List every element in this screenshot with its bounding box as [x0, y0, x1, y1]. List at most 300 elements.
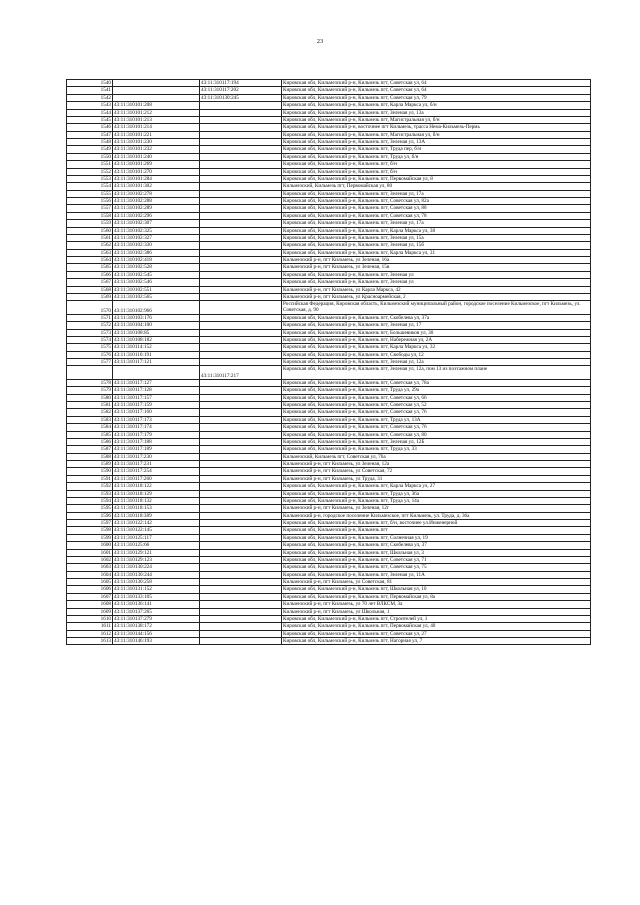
address-cell: Кировская обл, Кильмезский р-н, Кильмезь пгт, Труда пер, б/н: [282, 146, 591, 153]
cadastral-number-cell: 43:11:310118:122: [113, 483, 200, 490]
address-cell: Кировская обл, Кильмезский р-н, Кильмезь пгт, Советская ул, 88: [282, 205, 591, 212]
cadastral-number-cell: [113, 80, 200, 87]
cadastral-number-cell: 43:11:310101:221: [113, 131, 200, 138]
cadastral-number-cell: 43:11:310137:279: [113, 615, 200, 622]
cadastral-number-cell: 43:11:310102:386: [113, 249, 200, 256]
parent-cadastral-number-cell: [200, 571, 282, 578]
row-number-cell: [67, 366, 113, 380]
table-row: [67, 286, 591, 293]
address-cell: Кировская обл, Кильмезский р-н, Кильмезь пгт, Зеленая ул, 12а: [282, 359, 591, 366]
parent-cadastral-number-cell: [200, 556, 282, 563]
parent-cadastral-number-cell: [200, 286, 282, 293]
table-row: [67, 94, 591, 101]
parent-cadastral-number-cell: [200, 630, 282, 637]
address-cell: Кировская обл, Кильмезский р-н, Кильмезь пгт, Школьная ул, 3: [282, 549, 591, 556]
table-row: [67, 542, 591, 549]
row-number-cell: 1548: [67, 139, 113, 146]
address-cell: Кировская обл, Кильмезский р-н, Кильмезь пгт, Советская ул, 79: [282, 94, 591, 101]
cadastral-number-cell: 43:11:310117:159: [113, 402, 200, 409]
row-number-cell: 1549: [67, 146, 113, 153]
cadastral-number-cell: 43:11:310118:153: [113, 505, 200, 512]
address-cell: Кировская обл, Кильмезский р-н, Кильмезь пгт, Зеленая ул, 17а: [282, 220, 591, 227]
row-number-cell: 1542: [67, 94, 113, 101]
parent-cadastral-number-cell: [200, 198, 282, 205]
parent-cadastral-number-cell: [200, 424, 282, 431]
address-cell: Кировская обл, Кильмезский р-н, Кильмезь пгт, Труда ул, 14а: [282, 497, 591, 504]
row-number-cell: 1569: [67, 293, 113, 300]
table-row: [67, 379, 591, 386]
row-number-cell: 1568: [67, 286, 113, 293]
parent-cadastral-number-cell: 43:11:310130:245: [200, 94, 282, 101]
address-cell: Кильмезский р-н, пгт Кильмезь, ул Советская, 81: [282, 579, 591, 586]
address-cell: Кировская обл, Кильмезский р-н, Кильмезь пгт, Советская ул, 80: [282, 431, 591, 438]
parent-cadastral-number-cell: [200, 534, 282, 541]
parent-cadastral-number-cell: [200, 264, 282, 271]
parent-cadastral-number-cell: 43:11:310117:217: [200, 366, 282, 380]
table-row: [67, 146, 591, 153]
table-row: [67, 394, 591, 401]
parent-cadastral-number-cell: [200, 227, 282, 234]
table-row: [67, 483, 591, 490]
row-number-cell: 1610: [67, 615, 113, 622]
cadastral-number-cell: 43:11:310108:85: [113, 329, 200, 336]
address-cell: Кировская обл, Кильмезский р-н, восточнее пгт Кильмезь, трасса Нема-Кильмезь-Пермь: [282, 124, 591, 131]
address-cell: Кировская обл, Кильмезский р-н, Кильмезь пгт, Зеленая ул, 13А: [282, 139, 591, 146]
row-number-cell: 1596: [67, 512, 113, 519]
address-cell: Кировская обл, Кильмезский р-н, Кильмезь пгт, Школьная ул, 10: [282, 586, 591, 593]
address-cell: Кировская обл, Кильмезский р-н, Кильмезь пгт, Зеленая ул, 12Б: [282, 438, 591, 445]
cadastral-number-cell: 43:11:310101:208: [113, 102, 200, 109]
table-row: [67, 124, 591, 131]
row-number-cell: 1576: [67, 351, 113, 358]
table-row: [67, 556, 591, 563]
table-row: [67, 359, 591, 366]
table-row: [67, 322, 591, 329]
row-number-cell: 1547: [67, 131, 113, 138]
address-cell: Кировская обл, Кильмезский р-н, Кильмезь пгт, Зеленая ул: [282, 279, 591, 286]
cadastral-number-cell: 43:11:310114:152: [113, 344, 200, 351]
parent-cadastral-number-cell: [200, 483, 282, 490]
address-cell: Кировская обл, Кильмезский р-н, Кильмезь пгт, Советская ул, 76: [282, 424, 591, 431]
row-number-cell: 1544: [67, 109, 113, 116]
cadastral-number-cell: 43:11:310101:213: [113, 116, 200, 123]
parent-cadastral-number-cell: [200, 402, 282, 409]
table-row: [67, 579, 591, 586]
cadastral-number-cell: 43:11:310117:173: [113, 416, 200, 423]
table-row: [67, 80, 591, 87]
cadastral-number-cell: 43:11:310102:418: [113, 257, 200, 264]
address-cell: Кильмезский р-н, пгт Кильмезь, ул 70 лет ВЛКСМ, 3а: [282, 601, 591, 608]
address-cell: Кировская обл, Кильмезский р-н, Кильмезь пгт, Карла Маркса ул, 27: [282, 483, 591, 490]
row-number-cell: 1613: [67, 638, 113, 645]
row-number-cell: 1567: [67, 279, 113, 286]
row-number-cell: 1588: [67, 453, 113, 460]
address-cell: Кировская обл, Кильмезский р-н, Кильмезь пгт, Карла Маркса ул, 38: [282, 227, 591, 234]
parent-cadastral-number-cell: [200, 638, 282, 645]
address-cell: Кировская обл, Кильмезский р-н, Кильмезь пгт, Советская ул, 78а: [282, 379, 591, 386]
address-cell: Кировская обл, Кильмезский р-н, Кильмезь пгт, Первомайская ул, 8: [282, 175, 591, 182]
table-row: [67, 205, 591, 212]
cadastral-number-cell: 43:11:310130:244: [113, 571, 200, 578]
address-cell: Кировская обл, Кильмезский р-н, Кильмезь пгт, Первомайская ул, 8а: [282, 593, 591, 600]
cadastral-number-cell: 43:11:310146:193: [113, 638, 200, 645]
row-number-cell: 1563: [67, 249, 113, 256]
cadastral-number-cell: 43:11:310117:254: [113, 468, 200, 475]
parent-cadastral-number-cell: [200, 416, 282, 423]
address-cell: Кировская обл, Кильмезский р-н, Кильмезь пгт, Советская ул, 82а: [282, 198, 591, 205]
address-cell: Кировская обл, Кильмезский р-н, Кильмезь пгт, Труда ул, 13А: [282, 416, 591, 423]
parent-cadastral-number-cell: [200, 512, 282, 519]
cadastral-number-cell: 43:11:310136:141: [113, 601, 200, 608]
parent-cadastral-number-cell: [200, 431, 282, 438]
parent-cadastral-number-cell: [200, 329, 282, 336]
row-number-cell: 1607: [67, 593, 113, 600]
table-row: [67, 227, 591, 234]
cadastral-number-cell: 43:11:310102:296: [113, 212, 200, 219]
cadastral-number-cell: 43:11:310117:127: [113, 379, 200, 386]
address-cell: Кировская обл, Кильмезский р-н, Кильмезь пгт, Скобелева ул, 37а: [282, 314, 591, 321]
table-row: [67, 446, 591, 453]
cadastral-number-cell: 43:11:310122:142: [113, 520, 200, 527]
table-row: [67, 630, 591, 637]
parent-cadastral-number-cell: [200, 475, 282, 482]
table-row: [67, 593, 591, 600]
cadastral-number-cell: 43:11:310101:269: [113, 161, 200, 168]
table-row: [67, 497, 591, 504]
row-number-cell: 1552: [67, 168, 113, 175]
cadastral-number-cell: 43:11:310122:145: [113, 527, 200, 534]
table-row: [67, 153, 591, 160]
table-row: [67, 249, 591, 256]
table-row: [67, 438, 591, 445]
cadastral-number-cell: 43:11:310102:289: [113, 205, 200, 212]
parent-cadastral-number-cell: [200, 190, 282, 197]
address-cell: Кировская обл, Кильмезский р-н, Кильмезь пгт, Зеленая ул, 17: [282, 322, 591, 329]
address-cell: Кировская обл, Кильмезский р-н, Кильмезь пгт, Советская ул, 76: [282, 409, 591, 416]
parent-cadastral-number-cell: [200, 220, 282, 227]
address-cell: Российская Федерация, Кировская область, Кильмезский муниципальный район, городское поселение Кильмезское, пгт Кильмезь, ул. Советская, д. 90: [282, 301, 591, 315]
parent-cadastral-number-cell: [200, 314, 282, 321]
cadastral-number-cell: 43:11:310102:288: [113, 198, 200, 205]
row-number-cell: 1590: [67, 468, 113, 475]
cadastral-number-cell: 43:11:310102:278: [113, 190, 200, 197]
table-row: [67, 505, 591, 512]
row-number-cell: 1554: [67, 183, 113, 190]
cadastral-number-cell: 43:11:310101:302: [113, 183, 200, 190]
address-cell: Кильмезский, Кильмезь пгт, Первомайская ул, 80: [282, 183, 591, 190]
parent-cadastral-number-cell: [200, 409, 282, 416]
address-cell: Кировская обл, Кильмезский р-н, Кильмезь пгт, Советская ул, 78: [282, 212, 591, 219]
table-row: [67, 475, 591, 482]
table-row: [67, 402, 591, 409]
cadastral-number-cell: 43:11:310101:212: [113, 109, 200, 116]
row-number-cell: 1584: [67, 424, 113, 431]
row-number-cell: 1594: [67, 497, 113, 504]
table-row: [67, 608, 591, 615]
address-cell: Кировская обл, Кильмезский р-н, Кильмезь пгт, Магистральная ул, б/н: [282, 131, 591, 138]
page-number: 23: [316, 38, 324, 45]
row-number-cell: 1582: [67, 409, 113, 416]
address-cell: Кировская обл, Кильмезский р-н, Кильмезь пгт, Зеленая ул, 15а: [282, 234, 591, 241]
parent-cadastral-number-cell: [200, 175, 282, 182]
cadastral-number-cell: 43:11:310133:105: [113, 593, 200, 600]
table-row: [67, 424, 591, 431]
address-cell: Кировская обл, Кильмезский р-н, Кильмезь пгт, Карла Маркса ул, б/н: [282, 102, 591, 109]
cadastral-number-cell: 43:11:310101:214: [113, 124, 200, 131]
cadastral-number-cell: 43:11:310108:182: [113, 336, 200, 343]
row-number-cell: 1561: [67, 234, 113, 241]
parent-cadastral-number-cell: [200, 212, 282, 219]
cadastral-number-cell: 43:11:310129:123: [113, 556, 200, 563]
table-row: [67, 366, 591, 380]
address-cell: Кировская обл, Кильмезский р-н, Кильмезь пгт, Большевиков ул, 30: [282, 329, 591, 336]
address-cell: Кировская обл, Кильмезский р-н, Кильмезь пгт, Зеленая ул, 15б: [282, 242, 591, 249]
table-row: [67, 139, 591, 146]
cadastral-number-cell: 43:11:310102:546: [113, 279, 200, 286]
parent-cadastral-number-cell: [200, 249, 282, 256]
address-cell: Кильмезский р-н, пгт Кильмезь, ул Зеленая, 12г: [282, 505, 591, 512]
parent-cadastral-number-cell: [200, 102, 282, 109]
address-cell: Кировская обл, Кильмезский р-н, Кильмезь пгт: [282, 527, 591, 534]
cadastral-number-cell: 43:11:310117:179: [113, 431, 200, 438]
cadastral-number-cell: [113, 94, 200, 101]
parent-cadastral-number-cell: [200, 564, 282, 571]
parent-cadastral-number-cell: 43:11:310117:194: [200, 80, 282, 87]
row-number-cell: 1585: [67, 431, 113, 438]
row-number-cell: 1589: [67, 461, 113, 468]
cadastral-number-cell: 43:11:310118:129: [113, 490, 200, 497]
table-row: [67, 271, 591, 278]
cadastral-number-cell: 43:11:310117:188: [113, 438, 200, 445]
address-cell: Кильмезский р-н, пгт Кильмезь, ул Зеленая, 16а: [282, 257, 591, 264]
parent-cadastral-number-cell: [200, 146, 282, 153]
parent-cadastral-number-cell: [200, 593, 282, 600]
row-number-cell: 1573: [67, 329, 113, 336]
row-number-cell: 1605: [67, 579, 113, 586]
cadastral-number-cell: 43:11:310102:545: [113, 271, 200, 278]
cadastral-number-cell: 43:11:310117:260: [113, 475, 200, 482]
parent-cadastral-number-cell: [200, 601, 282, 608]
address-cell: Кильмезский р-н, пгт Кильмезь, ул Советская, 72: [282, 468, 591, 475]
address-cell: Кировская обл, Кильмезский р-н, Кильмезь пгт, Зеленая ул, 11А: [282, 571, 591, 578]
table-row: [67, 242, 591, 249]
parent-cadastral-number-cell: [200, 279, 282, 286]
cadastral-number-cell: 43:11:310104:100: [113, 322, 200, 329]
cadastral-number-cell: 43:11:310117:128: [113, 387, 200, 394]
cadastral-number-cell: 43:11:310102:307: [113, 220, 200, 227]
row-number-cell: 1597: [67, 520, 113, 527]
parent-cadastral-number-cell: [200, 161, 282, 168]
cadastral-number-cell: 43:11:310102:330: [113, 242, 200, 249]
address-cell: Кировская обл, Кильмезский р-н, Кильмезь пгт, Нагорная ул, 7: [282, 638, 591, 645]
parent-cadastral-number-cell: [200, 131, 282, 138]
table-row: [67, 601, 591, 608]
table-row: [67, 468, 591, 475]
table-row: [67, 571, 591, 578]
parent-cadastral-number-cell: [200, 351, 282, 358]
parent-cadastral-number-cell: [200, 527, 282, 534]
table-row: [67, 416, 591, 423]
table-row: [67, 453, 591, 460]
parent-cadastral-number-cell: [200, 579, 282, 586]
address-cell: Кировская обл, Кильмезский р-н, Кильмезь пгт, Зеленая ул, 13а: [282, 109, 591, 116]
row-number-cell: 1555: [67, 190, 113, 197]
address-cell: Кировская обл, Кильмезский р-н, Кильмезь пгт, Скобелева ул, 37: [282, 542, 591, 549]
row-number-cell: 1545: [67, 116, 113, 123]
cadastral-number-cell: 43:11:310101:240: [113, 153, 200, 160]
table-row: [67, 264, 591, 271]
address-cell: Кильмезский р-н, пгт Кильмезь, ул Карла Маркса, 42: [282, 286, 591, 293]
parent-cadastral-number-cell: [200, 183, 282, 190]
address-cell: Кировская обл, Кильмезский р-н, Кильмезь пгт, б/н, восточнее ул.Инженерной: [282, 520, 591, 527]
row-number-cell: 1553: [67, 175, 113, 182]
cadastral-number-cell: 43:11:310125:117: [113, 534, 200, 541]
address-cell: Кильмезский р-н, пгт Кильмезь, ул Красноармейская, 2: [282, 293, 591, 300]
address-cell: Кильмезский, Кильмезь пгт, Советская ул, 76а: [282, 453, 591, 460]
row-number-cell: 1587: [67, 446, 113, 453]
registry-table: [66, 79, 591, 645]
table-row: [67, 623, 591, 630]
table-row: [67, 534, 591, 541]
parent-cadastral-number-cell: [200, 301, 282, 315]
row-number-cell: 1557: [67, 205, 113, 212]
row-number-cell: 1564: [67, 257, 113, 264]
row-number-cell: 1566: [67, 271, 113, 278]
row-number-cell: 1603: [67, 564, 113, 571]
address-cell: Кировская обл, Кильмезский р-н, Кильмезь пгт, Первомайская ул, 40: [282, 623, 591, 630]
cadastral-number-cell: 43:11:310102:528: [113, 264, 200, 271]
row-number-cell: 1551: [67, 161, 113, 168]
cadastral-number-cell: 43:11:310129:121: [113, 549, 200, 556]
row-number-cell: 1572: [67, 322, 113, 329]
row-number-cell: 1606: [67, 586, 113, 593]
cadastral-number-cell: [113, 366, 200, 380]
cadastral-number-cell: 43:11:310137:265: [113, 608, 200, 615]
cadastral-number-cell: 43:11:310117:157: [113, 394, 200, 401]
address-cell: Кировская обл, Кильмезский р-н, Кильмезь пгт, Магистральная ул, б/н: [282, 116, 591, 123]
row-number-cell: 1570: [67, 301, 113, 315]
row-number-cell: 1578: [67, 379, 113, 386]
address-cell: Кировская обл, Кильмезский р-н, Кильмезь пгт, Солнечная ул, 19: [282, 534, 591, 541]
cadastral-number-cell: 43:11:310102:966: [113, 301, 200, 315]
parent-cadastral-number-cell: [200, 153, 282, 160]
cadastral-number-cell: 43:11:310101:270: [113, 168, 200, 175]
table-row: [67, 336, 591, 343]
parent-cadastral-number-cell: [200, 322, 282, 329]
row-number-cell: 1541: [67, 87, 113, 94]
cadastral-number-cell: 43:11:310131:152: [113, 586, 200, 593]
address-cell: Кировская обл, Кильмезский р-н, Кильмезь пгт, Карла Маркса ул, 32: [282, 344, 591, 351]
parent-cadastral-number-cell: [200, 394, 282, 401]
row-number-cell: 1600: [67, 542, 113, 549]
parent-cadastral-number-cell: [200, 586, 282, 593]
row-number-cell: 1604: [67, 571, 113, 578]
table-row: [67, 220, 591, 227]
parent-cadastral-number-cell: [200, 205, 282, 212]
address-cell: Кировская обл, Кильмезский р-н, Кильмезь пгт, Зеленая ул, 12а, пом 13 из поэтажном плане: [282, 366, 591, 380]
parent-cadastral-number-cell: [200, 520, 282, 527]
address-cell: Кировская обл, Кильмезский р-н, Кильмезь пгт, Строителей ул, 1: [282, 615, 591, 622]
table-row: [67, 615, 591, 622]
parent-cadastral-number-cell: [200, 453, 282, 460]
row-number-cell: 1540: [67, 80, 113, 87]
row-number-cell: 1558: [67, 212, 113, 219]
table-row: [67, 87, 591, 94]
table-row: [67, 161, 591, 168]
table-row: [67, 314, 591, 321]
table-row: [67, 183, 591, 190]
address-cell: Кировская обл, Кильмезский р-н, Кильмезь пгт, Свободы ул, 12: [282, 351, 591, 358]
row-number-cell: 1611: [67, 623, 113, 630]
address-cell: Кировская обл, Кильмезский р-н, Кильмезь пгт, Советская ул, 64: [282, 80, 591, 87]
table-row: [67, 212, 591, 219]
cadastral-number-cell: 43:11:310117:189: [113, 446, 200, 453]
registry-table-body: [67, 80, 591, 645]
row-number-cell: 1601: [67, 549, 113, 556]
table-row: [67, 301, 591, 315]
table-row: [67, 490, 591, 497]
table-row: [67, 344, 591, 351]
parent-cadastral-number-cell: [200, 461, 282, 468]
row-number-cell: 1598: [67, 527, 113, 534]
cadastral-number-cell: 43:11:310138:172: [113, 623, 200, 630]
address-cell: Кировская обл, Кильмезский р-н, Кильмезь пгт, Советская ул, 52: [282, 402, 591, 409]
cadastral-number-cell: [113, 87, 200, 94]
parent-cadastral-number-cell: [200, 623, 282, 630]
row-number-cell: 1571: [67, 314, 113, 321]
parent-cadastral-number-cell: [200, 549, 282, 556]
parent-cadastral-number-cell: [200, 542, 282, 549]
cadastral-number-cell: 43:11:310102:327: [113, 234, 200, 241]
address-cell: Кильмезский р-н, пгт Кильмезь, ул Зеленая, 12а: [282, 461, 591, 468]
parent-cadastral-number-cell: [200, 379, 282, 386]
parent-cadastral-number-cell: [200, 387, 282, 394]
parent-cadastral-number-cell: [200, 359, 282, 366]
parent-cadastral-number-cell: [200, 490, 282, 497]
cadastral-number-cell: 43:11:310102:325: [113, 227, 200, 234]
parent-cadastral-number-cell: [200, 271, 282, 278]
address-cell: Кировская обл, Кильмезский р-н, Кильмезь пгт, Зеленая ул, 17а: [282, 190, 591, 197]
address-cell: Кильмезский р-н, пгт Кильмезь, ул Зеленая, 15в: [282, 264, 591, 271]
parent-cadastral-number-cell: [200, 446, 282, 453]
cadastral-number-cell: 43:11:310117:231: [113, 461, 200, 468]
address-cell: Кировская обл, Кильмезский р-н, Кильмезь пгт, Советская ул, 71: [282, 556, 591, 563]
address-cell: Кировская обл, Кильмезский р-н, Кильмезь пгт, Труда ул, б/н: [282, 153, 591, 160]
row-number-cell: 1543: [67, 102, 113, 109]
parent-cadastral-number-cell: [200, 505, 282, 512]
table-row: [67, 520, 591, 527]
address-cell: Кировская обл, Кильмезский р-н, Кильмезь пгт, Советская ул, 27: [282, 630, 591, 637]
address-cell: Кировская обл, Кильмезский р-н, Кильмезь пгт, Советская ул, 75: [282, 564, 591, 571]
table-row: [67, 549, 591, 556]
table-row: [67, 461, 591, 468]
address-cell: Кировская обл, Кильмезский р-н, Кильмезь пгт, Труда ул, 36а: [282, 490, 591, 497]
address-cell: Кировская обл, Кильмезский р-н, Кильмезь пгт, Советская ул, 64: [282, 87, 591, 94]
table-row: [67, 102, 591, 109]
parent-cadastral-number-cell: [200, 344, 282, 351]
row-number-cell: 1575: [67, 344, 113, 351]
table-row: [67, 131, 591, 138]
parent-cadastral-number-cell: [200, 497, 282, 504]
table-row: [67, 109, 591, 116]
cadastral-number-cell: 43:11:310117:160: [113, 409, 200, 416]
row-number-cell: 1599: [67, 534, 113, 541]
row-number-cell: 1574: [67, 336, 113, 343]
row-number-cell: 1559: [67, 220, 113, 227]
cadastral-number-cell: 43:11:310101:232: [113, 146, 200, 153]
row-number-cell: 1592: [67, 483, 113, 490]
cadastral-number-cell: 43:11:310117:174: [113, 424, 200, 431]
